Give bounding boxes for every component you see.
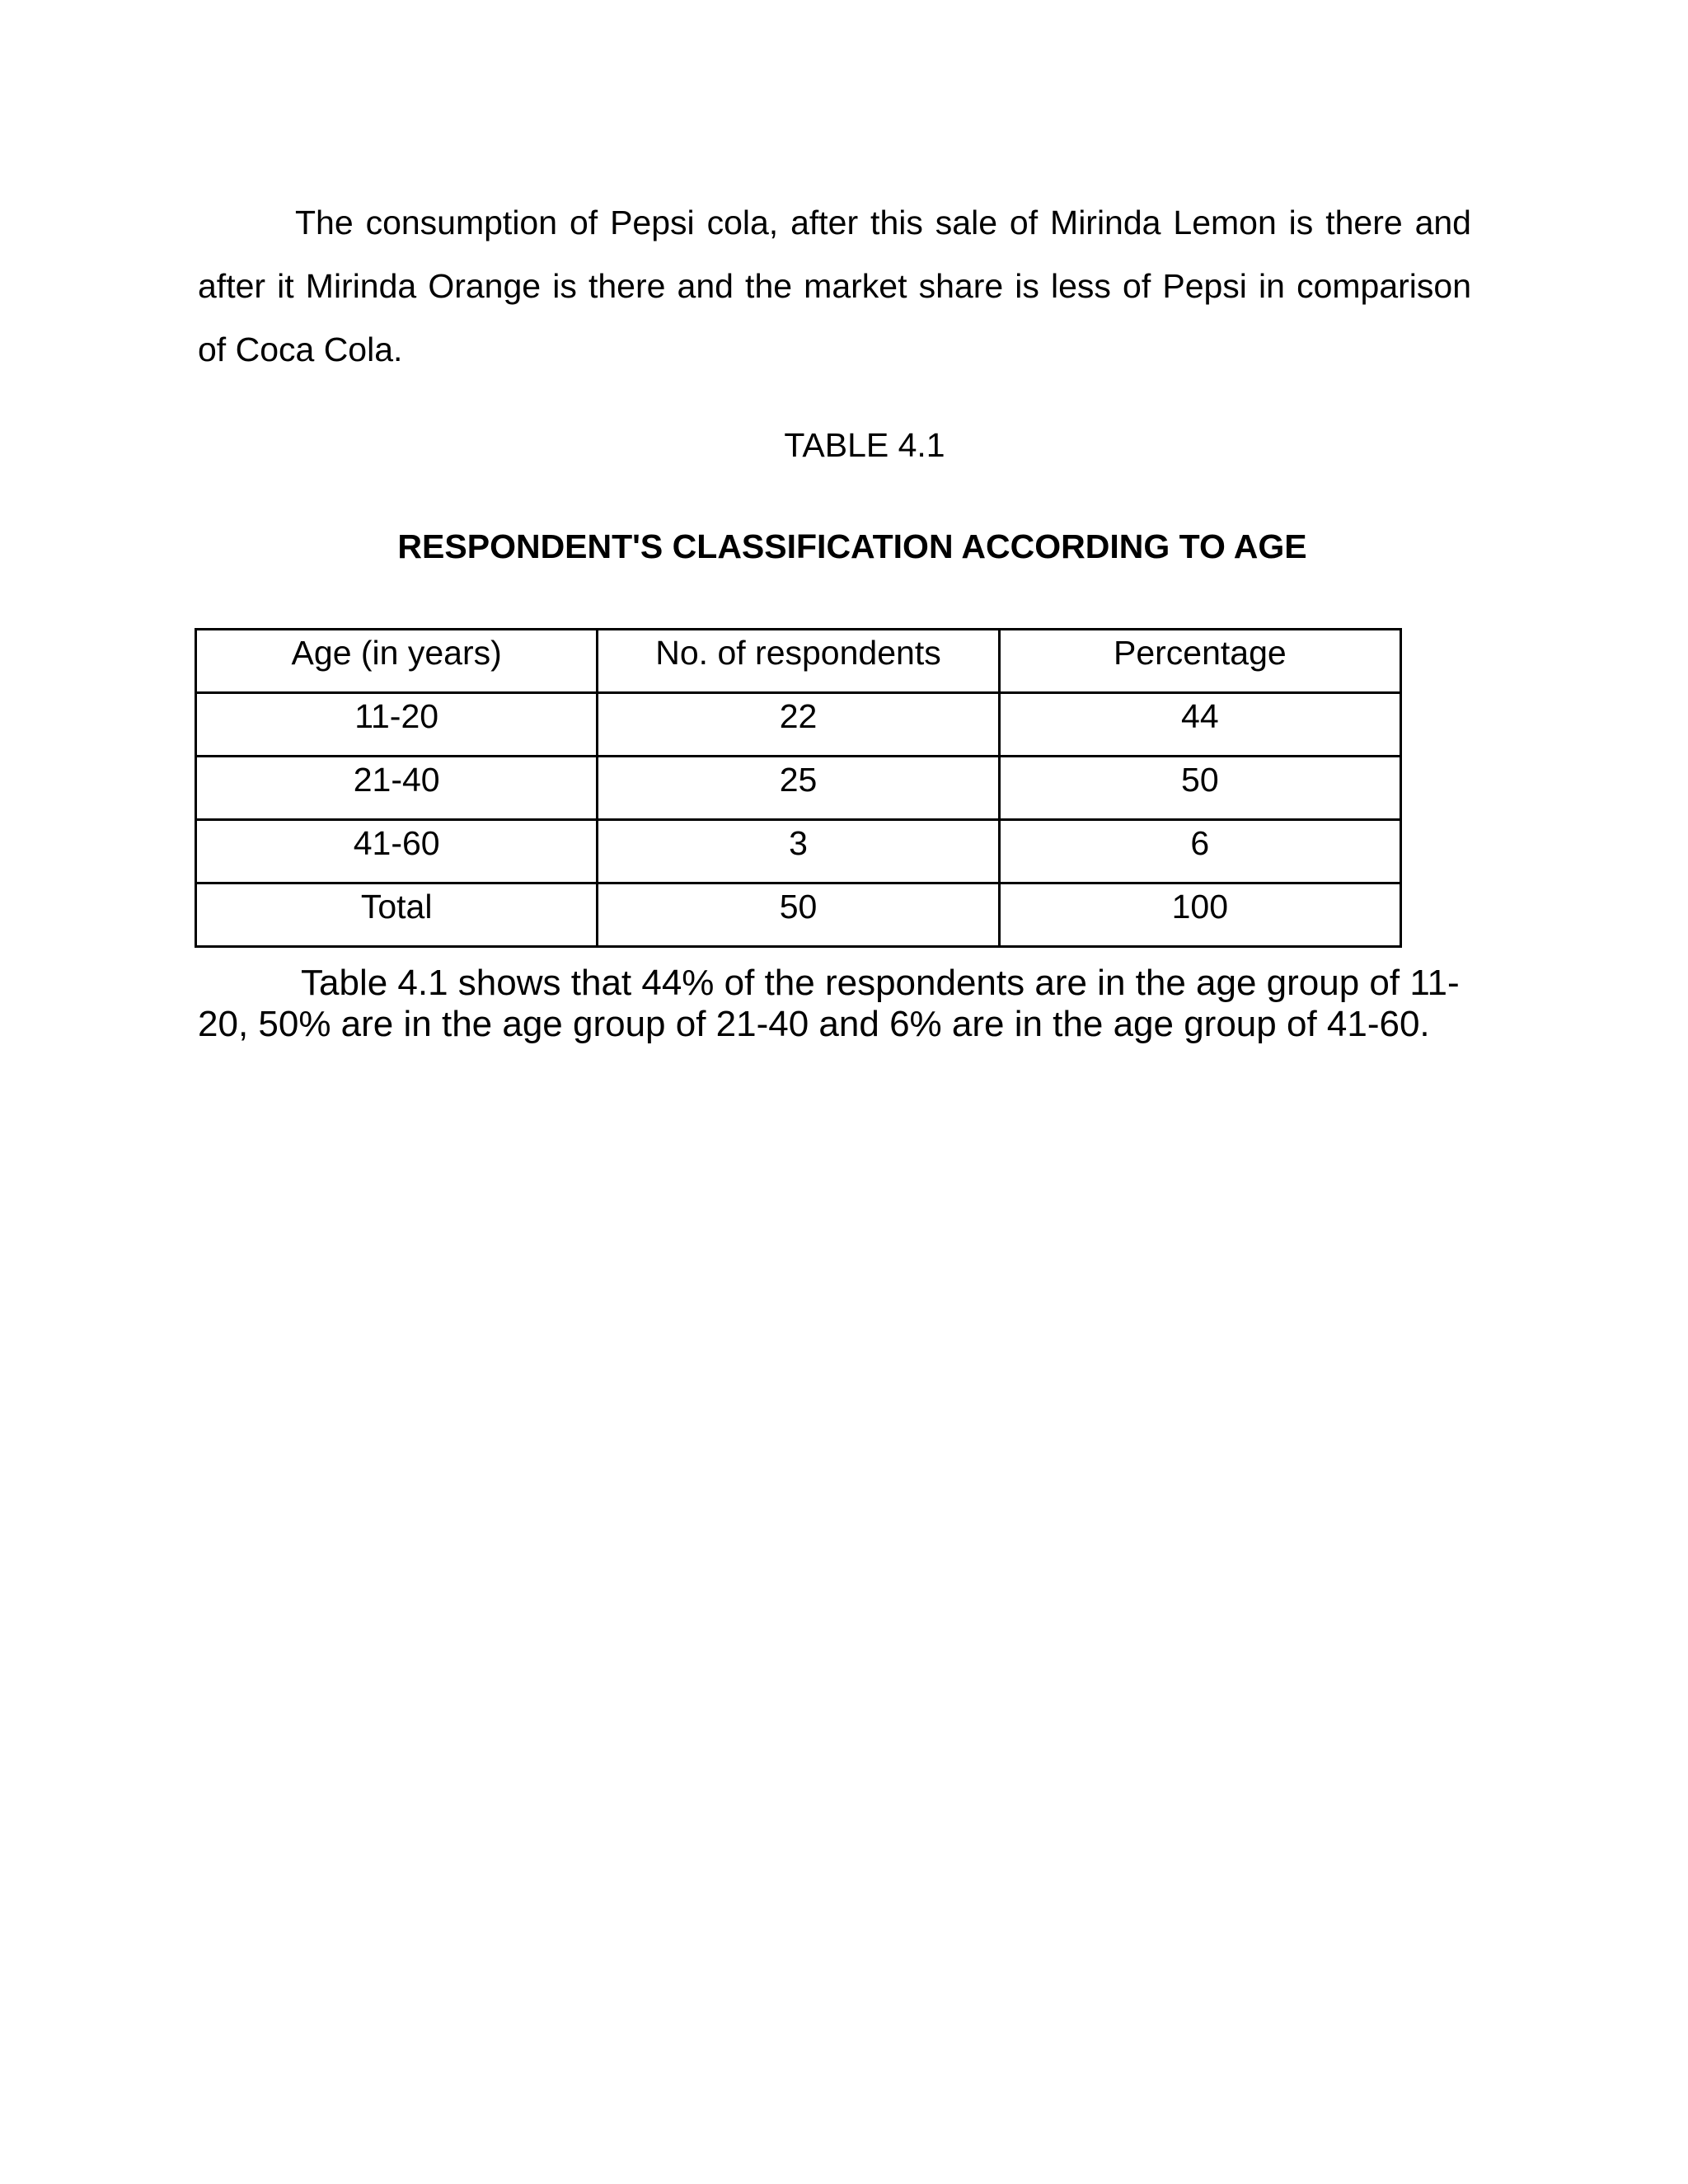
table-header-row [196, 630, 1401, 693]
cell-respondents: 25 [598, 757, 999, 820]
table-row [196, 820, 1401, 883]
intro-paragraph: The consumption of Pepsi cola, after this sale of Mirinda Lemon is there and after it Mirinda Orange is there and the market share is less of Pepsi in comparison of Coca Cola. [198, 204, 1471, 368]
header-age: Age (in years) [196, 630, 598, 693]
cell-percentage: 44 [999, 693, 1400, 757]
header-respondents: No. of respondents [598, 630, 999, 693]
table-number: TABLE 4.1 [784, 426, 945, 464]
cell-percentage: 100 [999, 883, 1400, 947]
cell-percentage: 6 [999, 820, 1400, 883]
cell-age: 21-40 [196, 757, 598, 820]
table-row [196, 757, 1401, 820]
header-percentage: Percentage [999, 630, 1400, 693]
table-title: RESPONDENT'S CLASSIFICATION ACCORDING TO AGE [397, 527, 1307, 565]
cell-respondents: 22 [598, 693, 999, 757]
cell-respondents: 3 [598, 820, 999, 883]
summary-paragraph: Table 4.1 shows that 44% of the respondents are in the age group of 11-20, 50% are in the age group of 21-40 and 6% are in the age group of 41-60. [198, 963, 1460, 1044]
cell-age: Total [196, 883, 598, 947]
cell-respondents: 50 [598, 883, 999, 947]
cell-age: 41-60 [196, 820, 598, 883]
cell-age: 11-20 [196, 693, 598, 757]
age-classification-table [195, 628, 1402, 948]
table-row [196, 693, 1401, 757]
cell-percentage: 50 [999, 757, 1400, 820]
table-total-row [196, 883, 1401, 947]
